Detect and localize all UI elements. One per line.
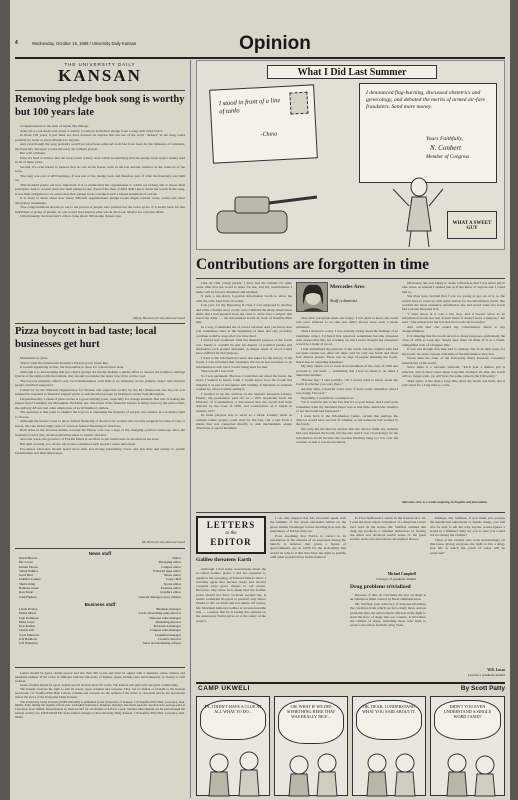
staff-position: Local advertising sales director — [138, 611, 181, 616]
paragraph: But wait a minute. — [20, 151, 46, 156]
news-staff-positions — [89, 556, 181, 599]
staff-name: Chuck Gill — [19, 628, 34, 633]
author-portrait-icon — [297, 283, 328, 312]
editorial-pledge-body — [15, 124, 185, 314]
paragraph: In those 100 years, it just must not have dawned on anyone that the use of the word "darkies" in the song could possibly be racist or even offensive to anyone. — [15, 133, 185, 142]
staff-position: Graphics editor — [160, 590, 181, 595]
comic-characters-icon — [431, 697, 506, 797]
paragraph: Congratulations to the men of Alpha Tau Omega. — [20, 124, 89, 128]
staff-name: Linda Prokop — [19, 606, 38, 611]
paragraph: "Excuse me," I said politely, "all I would want to know about the booth is whether you were there." — [296, 377, 398, 387]
letters-rule — [196, 512, 505, 513]
paragraph: I can only suggest that Mr. Downum speak with the families of the seven astronauts killed on the space shuttle Challenger before deciding how true the guarantees of NASA truly are. — [270, 516, 346, 533]
paragraph: It is scary to think about how many different organizations' pledge books might contain racist, sexist and other derogatory statements. — [15, 196, 185, 205]
news-staff-names — [19, 556, 89, 599]
staff-notice — [15, 672, 185, 796]
author-title: Staff columnist — [330, 298, 357, 303]
letters-logo — [196, 516, 266, 554]
letter2-signature-name: W.R. Lucas — [487, 668, 505, 672]
paragraph: Not only did the director declare that she did not think any students had ever manned the booth, but she also said it was a bad design for the information booth because the wooden shelving hung too low over the counter, so that it was inconvenient. — [296, 426, 398, 444]
paragraph: Mr. Steffens, your advocacy of drug use trivializes the condition from which we have many more serious problems than the enforcement officials in the fight to stem the flow of drugs into our country. It trivializes the victims of drugs, including those who fight to protect our nation from the drug trade. — [350, 601, 426, 628]
postcard-congress-subtitle: Member of Congress — [426, 154, 470, 160]
paragraph: Obviously, she was happy to strike a final note that I was never put to take notes, so instead I smiled just as if she knew of anyone else I could talk to. — [402, 281, 505, 294]
column-byline-note: Mercedes Ares is a senior majoring in English and journalism. — [402, 500, 488, 504]
staff-name: Ric Grove — [19, 560, 34, 565]
paragraph: In a way, it reminded me of a tired old man. And you know how you sometimes stare at the beginning of lines and rely probably continue to thrive long after you have died. — [196, 325, 292, 338]
staff-name: Sheila King — [19, 581, 36, 586]
comic-rule — [196, 682, 505, 684]
paragraph: Since mine is a sarcastic editorial, "Each year a similar gift is selected, and in most cases those forgotten. Perhaps it's true, the booth will no longer exist, yet still have the same value in the University." — [402, 365, 505, 378]
paragraph: Although it is encouraging that pro-choice groups are finally making a public effort to answer the ballyhoo rantings typical of the right-to-life movement, they should reconsider the pizza boycott in on the road. — [15, 370, 185, 379]
header-rule — [15, 57, 505, 59]
paragraph: Hopefully, I could have continued on. — [301, 395, 354, 400]
staff-name: Sandy Palmer — [19, 568, 38, 573]
comic-title: CAMP UKWELI — [198, 685, 250, 692]
paragraph: What of the victims who work unrelentingly on this issue, giving everyone the right to live a drug-free life in which the youth of today will be protected? — [430, 537, 505, 555]
paragraph: And with that one ended my conversation, much to my disappointment. — [402, 325, 505, 334]
paragraph: Its main purpose was to serve as a kiosk. Usually made as campus where people could wait for the bus, call a taxi from a phone that was connected directly to dark mechanisms, obtain directions or report incidents. — [196, 413, 292, 431]
comic-panel-4 — [430, 696, 505, 796]
tank-icon — [217, 197, 317, 233]
paragraph: Second, it's even harder to believe that no one in the house, even in the last decade, insisted on the removal of the song. — [15, 165, 185, 174]
news-staff-title: News staff — [88, 551, 112, 556]
paragraph: Both sides in the abortion debate concede the House vote was a sign of the changing political landscape since the Supreme Court's July decision allowing states to restrict abortion. — [15, 428, 185, 437]
staff-position: Campus sales manager — [149, 628, 181, 633]
paragraph: "Or it could be due to the fact that it's at your house, and I can't even remember what my intended major was at that time, much less whether or not the booth had been used." — [296, 400, 398, 413]
paragraph: It was sad enough that they had to undergo fire from their peers for the booth, let alone various criticisms of the information they had. — [402, 347, 505, 356]
paragraph: Letters should be typed, double-spaced and less than 300 words and must be signed with a signature, name, address and telephone number. If the writer is affiliated with the University of Kansas, please include class and hometown, or faculty or staff position. — [15, 672, 185, 683]
letter1-signature-detail: Chicago, IL graduate student — [376, 577, 416, 581]
paragraph: First, it's hard to believe that the song wasn't widely read, which would imply that the pledge book wasn't widely read in all of these years. — [15, 156, 185, 165]
comic-panel-2 — [274, 696, 348, 796]
staff-name: Scott Emerson — [19, 632, 39, 637]
letter2-signature-detail: Lawrence graduate student — [468, 673, 505, 677]
comic-bubble-2: OH, WHAT IF WE DID SOMETHING HERE THAT WAS REALLY NICE... — [278, 700, 344, 744]
staff-position: Sales and marketing adviser — [142, 641, 181, 646]
staff-position: Business manager — [156, 606, 181, 611]
letter2-headline: Drug problems trivialized — [350, 584, 411, 590]
masthead — [15, 62, 185, 88]
letter1-body-b — [270, 516, 346, 658]
staff-position: Creative director — [158, 637, 181, 642]
comic-panel-1 — [196, 696, 270, 796]
paragraph: It is amazing that the booth served so many purposes, particularly the class of 1956 so long ago. Surely they must all think of it as a faded, undignified relic of a happier time. — [402, 334, 505, 347]
column-headline: Contributions are forgotten in time — [196, 256, 430, 273]
column-body-1 — [196, 281, 292, 509]
paragraph: That was all I was told. — [201, 369, 234, 374]
staff-position: Photo editor — [164, 573, 181, 578]
paragraph: Even assuming that NASA is correct in its assessment of the chances of an explosion during the launch, it believes that given a figure of approximately one in 2,000 for the probability that would be why is it that they have the right to gamble with other people's lives in this fashion? — [270, 533, 346, 560]
comic-bubble-1: PA, I DIDN'T HAVE A CLUE AT ALL WHAT TO DO... — [200, 700, 266, 740]
masthead-rule — [15, 90, 185, 91]
staff-position: Editor — [172, 556, 181, 560]
letter2-body-c — [430, 516, 505, 666]
staff-position: Features editor — [160, 586, 181, 591]
letter2-body-b — [350, 593, 426, 679]
paragraph: Also last week, the governor of Florida failed in an effort to put restrictions on abortion in his state. — [20, 437, 160, 442]
letters-logo-line3: EDITOR — [210, 537, 252, 547]
paragraph: Another time, a hesitant voice said, "I don't really remember what I was doing. I'm sorry." — [296, 386, 398, 395]
column-body-3 — [402, 281, 505, 499]
comic-characters-icon — [197, 697, 271, 797]
paragraph: The boycott primarily affects only local businessmen, with little or no influence on the primary target: anti-abortion groups and their supporters. — [15, 379, 185, 388]
paragraph: Then I started to worry. I was actually caring about the feelings of an inanimate object. I'd heard that reporters sometimes become obsessed with stories that they are working on, but I never thought my obsession would be a hunk of wood. — [296, 329, 398, 347]
letter1-body-a — [196, 567, 266, 679]
editorial-pizza-body — [15, 356, 185, 540]
paragraph: Because of this, he concludes the war on drugs is an attempt at mind control by Bush administration. — [350, 593, 426, 602]
masthead-line1: THE UNIVERSITY DAILY — [64, 62, 136, 67]
staff-name: Daniel Moore — [19, 564, 38, 569]
paragraph: I had determined the purpose of the booth, but the original plan had not been carried out. After all, there can't be only one booth and about four diverse groups. There was no sign of people manning the booth, much less an operating telephone. — [296, 346, 398, 364]
paragraph: And even though the song probably would not have been removed at all had it not been for the influence of outsiders, the fraternity did agree to take the song out without protest. — [15, 142, 185, 151]
postcard-china-signature: -China — [260, 131, 278, 139]
paragraph: Unquestionably, a chain of pizza stores is a good rallying point, especially for college students. But who is feeling the impact here? Certainly not Monaghan. Probably not. The brunt of the financial burden is being borne by the pizza chain, the delivery drivers and other employees of local Domino's outlets. — [15, 397, 185, 410]
paragraph: Although the Senate voted to allow federal financing of abortion for women who became pregnant because of rape or incest, the veto ended eight years of a ban on federal financing of abortions. — [15, 419, 185, 428]
paragraph: The Kansan reserves the right to edit all letters, guest columns and cartoons. They can be mailed or brought to the Kansan newsroom, 111 Stauffer-Flint Hall. Letters, columns and cartoons are the opinion of the writer or cartoonist and do not necessarily reflect the views of the University Daily Kansan. — [15, 687, 185, 700]
masthead-line2: KANSAN — [58, 66, 142, 85]
stamp-icon — [289, 92, 308, 115]
paragraph: The University Daily Kansan (USPS 650-640) is published at the University of Kansas, 119 Stauffer-Flint Hall, Lawrence, Kan. 66045, daily during the regular school year, excluding Saturdays, Sundays, holidays and finals periods. Second-class postage paid at Lawrence, Kan. 66044. Subscriptions by mail are $25 for six months or $45 for a year. Student subscriptions are $2 paid through the student activity fee. POSTMASTER: Send address changes to the University Daily Kansan, 119 Stauffer-Flint Hall, Lawrence, Kan. 66045. — [15, 699, 185, 720]
section-title: Opinion — [239, 33, 311, 54]
paragraph: That is what the nationwide Domino's Pizza boycott tastes like. — [20, 360, 109, 365]
crate-label: WHAT A SWEET GUY — [447, 211, 497, 239]
editorial-pizza-signature: Mo Brock for the editorial board — [141, 540, 185, 544]
paragraph: The question at this point is whether the boycott is alienating the majority of people who believe in a woman's right to choose. — [15, 410, 185, 419]
paragraph: This incident points out how important it is to understand the organization to which we belong and to know their principles. And to at least read over their pledge books. Even if the men of ATO didn't know about the words in the song, it was their obligation to be aware that their pledge book contained such a biased statement of racism. — [15, 182, 185, 196]
staff-name: Jennifer Conner — [19, 577, 41, 582]
staff-name: Jeff Haddock — [19, 637, 38, 642]
comic-bubble-4: DIDN'T YOU EVEN UNDERSTAND A SINGLE WORD I SAID? — [434, 700, 501, 740]
letters-logo-line1: LETTERS — [206, 520, 256, 530]
comic-characters-icon — [275, 697, 349, 797]
page-number: 4 — [15, 40, 18, 46]
editorial-pledge-signature: Tiffany Hartness for the editorial board — [132, 316, 185, 320]
paragraph: "I don't know if it was a bus stop, and it doesn't serve as an information booth, but that doesn't mean it doesn't serve a purpose," she said. "The reason is in the fact that the booth can be useful." — [402, 311, 505, 325]
column-rule-top — [196, 278, 505, 279]
paragraph: It took a run-down, forgotten information booth to show me with the cold, hard facts of reality. — [196, 294, 292, 303]
letter1-headline: Galileo threatens Earth — [196, 557, 252, 563]
business-staff-names — [19, 607, 81, 646]
comic-bubble-3: OK, DEAR, I UNDERSTAND WHAT YOU SAID ABOUT IT. — [356, 700, 422, 740]
postcard-china-text: I stood in front of a line of tanks — [218, 97, 281, 116]
staff-position: Campus editor — [161, 564, 181, 569]
paragraph: I went to the Information Center and asked for the history of the booth. I was informed that originally the booth was intended as an information booth, but it wasn't being used for that. — [196, 356, 292, 369]
staff-name: Gerri Bell — [19, 573, 33, 578]
paragraph: My only option was to track down members of the class of 1956 and proceed to call them — something that I had no heart to do when I dialed the number. — [296, 364, 398, 378]
editorial-pizza-headline: Pizza boycott in bad taste; local businesses get hurt — [15, 326, 157, 350]
paragraph: It sounds appetizing at first, but impossible to chew for a more bitter taste. — [20, 365, 125, 370]
staff-name: David Brown — [19, 556, 38, 560]
paragraph: Although I had some reservations about the so-called Galileo probe, I did not prepared to question the reasoning of Edward Teller's letter. I certainly agree that nuclear waste and nuclear weapons pose grave threats to our planet. However, why these facts mean that the Galileo probe should not have occurred escapes me. It seems somewhat illogical to prevent only minor threats to life on Earth and not others. Of course, Mr. Downum believes Galileo is an unreasonable risk — a sensor that he is basing this opinion on the assurances NASA gives as to the safety of the project. — [196, 567, 266, 623]
staff-position: Editorial page editor — [153, 568, 181, 573]
comic-panel-3 — [352, 696, 426, 796]
paragraph: But until recently, pro-choice advocates considered such people's cause unfocused. — [20, 441, 136, 446]
staff-name: Debra Marrs — [19, 611, 37, 616]
letters-logo-line2: to the — [225, 531, 237, 536]
paragraph: I went back to the Information Center, certain that perhaps the director would have records of whether or not someone had worked in the booth. — [296, 413, 398, 427]
comic-author: By Scott Patty — [460, 685, 505, 692]
staff-name: Ron Stuart — [19, 590, 34, 595]
paragraph: Worse than the elder of the University Daily Kansans constantly making fun of the booth. — [402, 356, 505, 365]
staff-name: Kris Kanter — [19, 624, 35, 629]
postcard-congress — [359, 83, 497, 183]
staff-position: Marketing director — [155, 619, 181, 624]
cartoon-banner: What I Did Last Summer — [267, 65, 437, 79]
paragraph: Like all vital young people, I have had the attitude for quite some time that the world is there for me, and my contributions I make will be forever cherished and idolized. — [196, 281, 292, 294]
paragraph: In Ford Steffensen's article in the Kansan Oct. 10, I read the most abject evaluation of a drug bust I have ever read. In the article, Mr. Steffens claimed that drug use produces a criminal underclass by freeing the mind and develops useful sense of the great leaders in the arts and science throughout history. — [350, 516, 426, 542]
staff-position: Copy chief — [166, 577, 181, 582]
paragraph: I always had wondered what the intended purpose of the booth was. Surely it couldn't be just for display of political parties and alternative rock groups' literature. A simple sheet of wood would have sufficed for that purpose. — [196, 338, 292, 356]
paragraph: Called for by the National Organization for Women and supported locally by the KU Democrats, the boycott was initiated in response to financial support given to anti-abortion groups by Domino's owner Tom Monaghan. — [15, 388, 185, 397]
paragraph: So I was persistent. The less I could find out about the booth, the more I wanted to know. Until I would know how the booth and imagine it as part of the future: still wishing as hundreds of students walked by, never actually seeing it. — [196, 373, 292, 391]
paragraph: The song was part of ATO heritage. It was part of the pledge book and therefore part of what the fraternity was built on. — [15, 174, 185, 183]
paragraph: True congratulations should go out to the person or people who pointed out the racist lyrics. If it hadn't been for that individual or group of people, no one would have known what was in the book. Maybe not even the ATOs. — [15, 205, 185, 214]
staff-position: General manager, news adviser — [138, 594, 181, 599]
postcard-china — [209, 84, 318, 163]
staff-position: National sales manager — [149, 615, 181, 620]
paragraph: Marshmallow glass. — [20, 356, 49, 360]
staff-box — [15, 548, 185, 668]
letter2-body-a — [350, 516, 426, 582]
paragraph: Then again, it has been a long time since the booth was built, and it will stand for a long time to come. — [402, 378, 505, 387]
paragraph: That little paragraph made me happy. I was glad to know the booth was once referred to as cute and didn't always have such a bleak existence. — [296, 316, 398, 329]
letter1-signature-name: Michael Campbell — [387, 572, 416, 576]
author-photo — [296, 282, 328, 312]
editorial-divider — [15, 323, 185, 324]
paragraph: After all, it took them only about a century to remove from their pledge book a song with racist lyrics. — [20, 128, 163, 133]
staff-name: Jeff Weinberg — [19, 641, 38, 646]
paragraph: Guest columns should be typed, double-spaced and less than 750 words. The Kansan will print only one guest column daily. — [20, 683, 179, 688]
newspaper-page — [10, 0, 510, 800]
paragraph: Unfortunately, the fraternity's action came about 100 pledge classes late. — [20, 214, 122, 219]
postcard-congress-closing: Yours Faithfully, — [426, 136, 464, 142]
column-body-2 — [296, 316, 398, 509]
staff-position: Production manager — [153, 624, 181, 629]
paragraph: I decided to try the archives in the Spencer Research Library. Finally, my persistence paid off. In a 1975 newsletter from the Division of Construction, I discovered that the booth had been donated by the class of 1956, and construction on it began in January 1957. — [196, 391, 292, 413]
staff-name: Ramona Jones — [19, 586, 39, 591]
staff-position: Classified manager — [154, 632, 181, 637]
editorial-pledge-headline: Removing pledge book song is worthy but 100 years late — [15, 94, 185, 118]
staff-position: Managing editor — [158, 560, 181, 565]
paragraph: Pro-choice advocates should spend more time and money persuading voters and less time and energy to punish businessmen and their employees. — [15, 446, 185, 455]
staff-position: Sports editor — [163, 581, 181, 586]
author-name: Mercedes Ares — [330, 284, 365, 290]
staff-name: Jane Robinson — [19, 615, 39, 620]
paragraph: Last year, for my Reporting II class, I was supposed to develop and write a feature story on my own. I utilized the sharp observation skills that I had gleaned from the class to delve into a subject that fazed me daily — the information booth in front of Stauffer-Flint hall. — [196, 303, 292, 325]
comic-characters-icon — [353, 697, 427, 797]
paragraph: She must have decided that I was too young to get out of it, so she would have to come up with some answer for the information booth. She recalled the most extensive information she had heard when the booth had a phone mounted in it. — [402, 294, 505, 312]
staff-name: John Hudson — [19, 594, 37, 599]
editorial-cartoon — [196, 60, 505, 250]
postcard-congress-text: I denounced flag-burning, discussed obstetrics and gynecology, and debated the merits of armed air-fare fraudsters. Send more money. — [366, 90, 485, 110]
paragraph: Perhaps, Mr. Steffens, if you think you possess the intellectual superiority to handle drugs, you will also be able to tell me why anyone would ignore a stated in a lifetime? Why are you so sure you would not be among the victims? — [430, 516, 505, 538]
business-staff-positions — [81, 607, 181, 646]
date-line: Wednesday, October 19, 1988 / University Daily Kansan — [32, 41, 137, 46]
staff-name: Mike Jones — [19, 619, 35, 624]
column-rule — [190, 60, 191, 798]
postcard-congress-signature: N. Conbert — [430, 144, 462, 152]
business-staff-title: Business staff — [84, 601, 116, 607]
